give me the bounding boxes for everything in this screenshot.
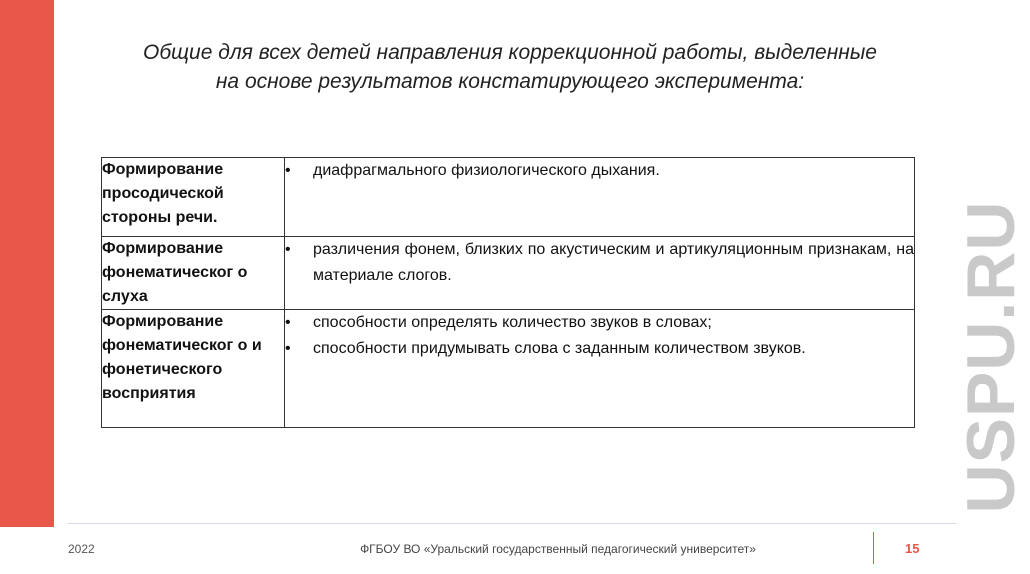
list-item: • способности определять количество звуков в словах; <box>285 310 914 336</box>
row-items <box>285 158 915 237</box>
row-label: Формирование просодической стороны речи. <box>102 158 285 237</box>
table-row <box>102 158 915 237</box>
uspu-watermark <box>953 192 1029 522</box>
watermark-text: USPU.RU <box>953 200 1029 514</box>
footer-vertical-divider <box>873 532 874 564</box>
row-items <box>285 310 915 428</box>
correction-work-table <box>101 157 915 428</box>
list-item: • диафрагмального физиологического дыхания. <box>285 158 914 184</box>
row-items <box>285 237 915 310</box>
row-label: Формирование фонематическог о и фонетического восприятия <box>102 310 285 428</box>
table-row <box>102 310 915 428</box>
left-accent-bar <box>0 0 54 527</box>
slide-title-line-2: на основе результатов констатирующего эксперимента: <box>215 70 805 93</box>
page-number: 15 <box>905 541 920 556</box>
slide-title-line-1: Общие для всех детей направления коррекционной работы, выделенные <box>143 41 877 64</box>
slide-title <box>60 38 960 96</box>
list-item: • способности придумывать слова с заданным количеством звуков. <box>285 336 914 362</box>
footer-organization: ФГБОУ ВО «Уральский государственный педагогический университет» <box>360 542 756 556</box>
table-row <box>102 237 915 310</box>
list-item: • различения фонем, близких по акустическим и артикуляционным признакам, на материале слогов. <box>285 237 914 289</box>
row-label: Формирование фонематическог о слуха <box>102 237 285 310</box>
footer-divider-line <box>68 523 956 524</box>
footer-year: 2022 <box>68 542 95 556</box>
